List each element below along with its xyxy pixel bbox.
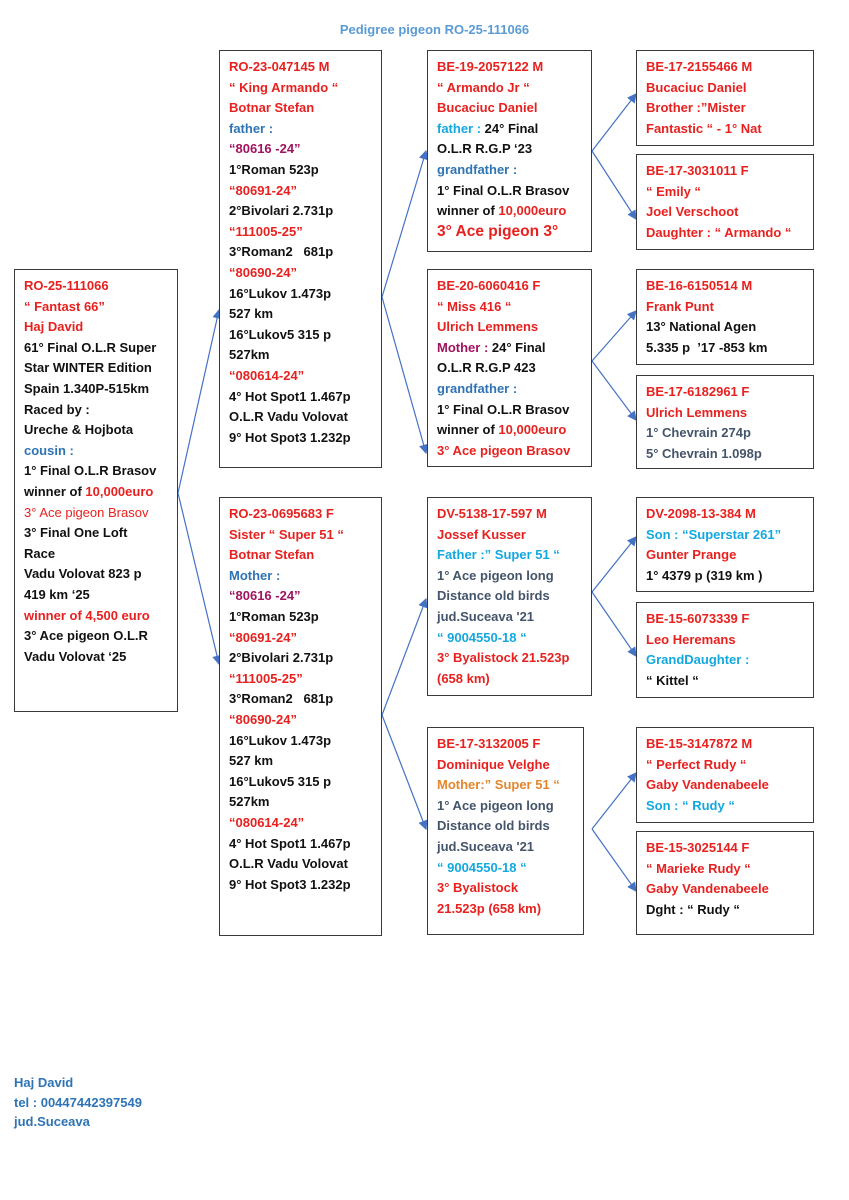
pedigree-line: “111005-25” xyxy=(229,670,303,686)
pedigree-line-segment: winner of xyxy=(437,203,499,219)
breeder-phone[interactable]: tel : 00447442397549 xyxy=(14,1094,142,1110)
connector-sire-gp2 xyxy=(382,297,426,453)
pedigree-line: jud.Suceava '21 xyxy=(437,608,535,624)
pedigree-line: Vadu Volovat 823 p xyxy=(24,566,142,582)
pedigree-line: 9° Hot Spot3 1.232p xyxy=(229,876,351,892)
pedigree-line: Bucaciuc Daniel xyxy=(437,100,538,116)
pedigree-line: 3° Ace pigeon Brasov xyxy=(437,442,571,458)
pedigree-line-segment: winner of xyxy=(24,483,86,499)
pedigree-line: BE-20-6060416 F xyxy=(437,278,541,293)
pedigree-line: 3° Byalistock 21.523p xyxy=(437,650,570,666)
pedigree-line: 1°Roman 523p xyxy=(229,161,319,177)
pedigree-line: Joel Verschoot xyxy=(646,204,739,220)
pedigree-line: Brother :”Mister xyxy=(646,100,746,116)
pedigree-line: 3° Ace pigeon 3° xyxy=(437,222,559,240)
pedigree-line: 3° Ace pigeon Brasov xyxy=(24,504,149,520)
pedigree-line: RO-25-111066 xyxy=(24,278,109,293)
pedigree-line: BE-15-3147872 M xyxy=(646,736,753,751)
pedigree-line: “ Emily “ xyxy=(646,183,701,199)
pedigree-line: Bucaciuc Daniel xyxy=(646,79,747,95)
pedigree-line: grandfather : xyxy=(437,380,518,396)
pedigree-line: 5° Chevrain 1.098p xyxy=(646,445,762,461)
pedigree-line: 3° Final One Loft xyxy=(24,525,128,541)
pedigree-line: 61° Final O.L.R Super xyxy=(24,339,157,355)
dam-card xyxy=(219,497,382,936)
pedigree-line: Botnar Stefan xyxy=(229,100,315,116)
ggp-card-8 xyxy=(636,831,814,935)
pedigree-line: 3° Ace pigeon O.L.R xyxy=(24,628,148,644)
pedigree-line: father : xyxy=(229,120,274,136)
pedigree-line: “111005-25” xyxy=(229,223,303,239)
pedigree-line-segment: Mother : xyxy=(437,339,492,355)
pedigree-line: O.L.R R.G.P 423 xyxy=(437,360,536,376)
pedigree-line: Ulrich Lemmens xyxy=(437,319,539,335)
pedigree-line: 527km xyxy=(229,794,270,810)
pedigree-line: 1° Ace pigeon long xyxy=(437,797,554,813)
pedigree-line: Distance old birds xyxy=(437,588,550,604)
pedigree-line: 527km xyxy=(229,347,270,363)
ggp-card-2 xyxy=(636,154,814,250)
pedigree-line-segment: 10,000euro xyxy=(498,422,567,438)
connector-gp1-ggp1 xyxy=(592,94,636,151)
pedigree-line: cousin : xyxy=(24,442,74,458)
connector-gp4-ggp7 xyxy=(592,773,636,829)
pedigree-line-segment: 24° Final xyxy=(484,120,539,136)
pedigree-line: Mother : xyxy=(229,567,281,583)
pedigree-line: “ 9004550-18 “ xyxy=(437,629,527,645)
pedigree-line: “ Kittel “ xyxy=(646,672,699,688)
connector-gp1-ggp2 xyxy=(592,151,636,219)
subject-pigeon-card xyxy=(14,269,178,712)
connector-gp2-ggp4 xyxy=(592,361,636,420)
pedigree-line: Daughter : “ Armando “ xyxy=(646,224,792,240)
sire-card xyxy=(219,50,382,468)
connector-subject-sire xyxy=(178,310,219,493)
pedigree-line: 1° Chevrain 274p xyxy=(646,425,751,441)
pedigree-line: Ulrich Lemmens xyxy=(646,404,748,420)
ggp-card-1 xyxy=(636,50,814,146)
pedigree-line: 1° Final O.L.R Brasov xyxy=(437,182,570,198)
pedigree-line: 1° Final O.L.R Brasov xyxy=(437,401,570,417)
pedigree-line-segment: winner of xyxy=(437,422,499,438)
pedigree-line: 1° Ace pigeon long xyxy=(437,567,554,583)
paternal-grandsire-card xyxy=(427,50,592,252)
pedigree-line: O.L.R Vadu Volovat xyxy=(229,409,348,425)
pedigree-line: Vadu Volovat ‘25 xyxy=(24,648,127,664)
connector-gp3-ggp6 xyxy=(592,592,636,656)
pedigree-line: “080614-24” xyxy=(229,814,305,830)
pedigree-line: BE-17-3031011 F xyxy=(646,163,749,178)
connector-sire-gp1 xyxy=(382,151,426,297)
ggp-card-3 xyxy=(636,269,814,365)
pedigree-line: Star WINTER Edition xyxy=(24,360,152,376)
connector-subject-dam xyxy=(178,493,219,664)
page-title: Pedigree pigeon RO-25-111066 xyxy=(339,22,530,37)
pedigree-line: 527 km xyxy=(229,753,274,769)
pedigree-line: “ Miss 416 “ xyxy=(437,298,512,314)
pedigree-line: 16°Lukov5 315 p xyxy=(229,773,332,789)
pedigree-line: “80616 -24” xyxy=(229,588,301,604)
pedigree-line: (658 km) xyxy=(437,670,490,686)
pedigree-line: “080614-24” xyxy=(229,367,305,383)
maternal-grandsire-card xyxy=(427,497,592,696)
pedigree-line: 3°Roman2 681p xyxy=(229,691,334,707)
pedigree-line: 3°Roman2 681p xyxy=(229,244,334,260)
pedigree-line: Dght : “ Rudy “ xyxy=(646,901,740,917)
pedigree-line: 9° Hot Spot3 1.232p xyxy=(229,429,351,445)
pedigree-line: “80691-24” xyxy=(229,182,297,198)
pedigree-line: BE-17-6182961 F xyxy=(646,384,750,399)
connector-dam-gp4 xyxy=(382,715,426,829)
ggp-card-6 xyxy=(636,602,814,698)
pedigree-line xyxy=(24,461,168,482)
pedigree-line: Gaby Vandenabeele xyxy=(646,881,769,897)
pedigree-line: 2°Bivolari 2.731p xyxy=(229,203,334,219)
pedigree-line: 13° National Agen xyxy=(646,319,757,335)
pedigree-line xyxy=(437,119,582,140)
pedigree-line: “ Marieke Rudy “ xyxy=(646,860,751,876)
pedigree-line: BE-16-6150514 M xyxy=(646,278,753,293)
pedigree-line: RO-23-0695683 F xyxy=(229,506,334,521)
pedigree-line: “ Armando Jr “ xyxy=(437,79,530,95)
pedigree-line: Fantastic “ - 1° Nat xyxy=(646,120,762,136)
pedigree-line-segment: 10,000euro xyxy=(498,203,567,219)
pedigree-line: Son : “ Rudy “ xyxy=(646,797,735,813)
pedigree-line: “80690-24” xyxy=(229,711,297,727)
ggp-card-4 xyxy=(636,375,814,469)
pedigree-line: 4° Hot Spot1 1.467p xyxy=(229,388,351,404)
pedigree-line-segment: 24° Final xyxy=(491,339,546,355)
pedigree-line: winner of 4,500 euro xyxy=(24,607,150,623)
pedigree-line: BE-19-2057122 M xyxy=(437,59,544,74)
pedigree-line: O.L.R R.G.P ‘23 xyxy=(437,141,533,157)
pedigree-line: “ Fantast 66” xyxy=(24,298,105,314)
pedigree-line: “80690-24” xyxy=(229,264,297,280)
pedigree-line: Son : “Superstar 261” xyxy=(646,526,782,542)
pedigree-line: Botnar Stefan xyxy=(229,547,315,563)
connector-gp3-ggp5 xyxy=(592,537,636,592)
pedigree-line: Leo Heremans xyxy=(646,631,736,647)
breeder-contact xyxy=(14,1073,142,1132)
breeder-location: jud.Suceava xyxy=(14,1114,90,1129)
pedigree-line: Dominique Velghe xyxy=(437,756,550,772)
pedigree-line: BE-17-3132005 F xyxy=(437,736,541,751)
pedigree-line: BE-15-3025144 F xyxy=(646,840,750,855)
pedigree-line: 1°Roman 523p xyxy=(229,608,319,624)
pedigree-line: “80616 -24” xyxy=(229,141,301,157)
pedigree-line: 2°Bivolari 2.731p xyxy=(229,650,334,666)
pedigree-line: Race xyxy=(24,545,56,561)
pedigree-line: 527 km xyxy=(229,306,274,322)
pedigree-line: 419 km ‘25 xyxy=(24,586,90,602)
pedigree-line-segment: father : xyxy=(437,120,485,136)
pedigree-line xyxy=(437,420,582,441)
pedigree-line: Distance old birds xyxy=(437,818,550,834)
pedigree-line: Mother:” Super 51 “ xyxy=(437,777,560,793)
pedigree-line: 16°Lukov 1.473p xyxy=(229,732,332,748)
pedigree-line xyxy=(24,482,168,503)
pedigree-line: Haj David xyxy=(24,319,84,335)
breeder-name: Haj David xyxy=(14,1075,74,1090)
pedigree-line-segment: 1° Final O.L.R Brasov xyxy=(24,463,157,479)
pedigree-line: RO-23-047145 M xyxy=(229,59,330,74)
pedigree-line: grandfather : xyxy=(437,161,518,177)
pedigree-line: 3° Byalistock xyxy=(437,880,519,896)
pedigree-line-segment: 10,000euro xyxy=(85,483,154,499)
pedigree-line: Gaby Vandenabeele xyxy=(646,777,769,793)
pedigree-line: Gunter Prange xyxy=(646,547,737,563)
pedigree-line: 16°Lukov5 315 p xyxy=(229,326,332,342)
pedigree-line: 1° 4379 p (319 km ) xyxy=(646,567,763,583)
pedigree-line: O.L.R Vadu Volovat xyxy=(229,856,348,872)
pedigree-line: jud.Suceava '21 xyxy=(437,838,535,854)
connector-dam-gp3 xyxy=(382,599,426,715)
pedigree-line: DV-5138-17-597 M xyxy=(437,506,547,521)
pedigree-line: BE-15-6073339 F xyxy=(646,611,750,626)
pedigree-line: 4° Hot Spot1 1.467p xyxy=(229,835,351,851)
pedigree-line: “ 9004550-18 “ xyxy=(437,859,527,875)
paternal-granddam-card xyxy=(427,269,592,467)
pedigree-line: DV-2098-13-384 M xyxy=(646,506,756,521)
pedigree-line: Raced by : xyxy=(24,401,90,417)
pedigree-line: 16°Lukov 1.473p xyxy=(229,285,332,301)
pedigree-line: “ Perfect Rudy “ xyxy=(646,756,747,772)
pedigree-line: BE-17-2155466 M xyxy=(646,59,753,74)
pedigree-line: “80691-24” xyxy=(229,629,297,645)
pedigree-line: Father :” Super 51 “ xyxy=(437,547,560,563)
pedigree-line: “ King Armando “ xyxy=(229,79,339,95)
connector-gp4-ggp8 xyxy=(592,829,636,891)
pedigree-line: Frank Punt xyxy=(646,298,714,314)
pedigree-line: GrandDaughter : xyxy=(646,652,750,668)
connector-gp2-ggp3 xyxy=(592,311,636,361)
maternal-granddam-card xyxy=(427,727,584,935)
pedigree-line: Jossef Kusser xyxy=(437,526,526,542)
ggp-card-5 xyxy=(636,497,814,592)
ggp-card-7 xyxy=(636,727,814,823)
pedigree-line: 21.523p (658 km) xyxy=(437,900,542,916)
pedigree-line xyxy=(437,201,582,222)
pedigree-line xyxy=(437,338,582,359)
pedigree-line: Ureche & Hojbota xyxy=(24,422,134,438)
pedigree-line: Spain 1.340P-515km xyxy=(24,380,150,396)
pedigree-line: Sister “ Super 51 “ xyxy=(229,526,344,542)
pedigree-line: 5.335 p ’17 -853 km xyxy=(646,339,768,355)
